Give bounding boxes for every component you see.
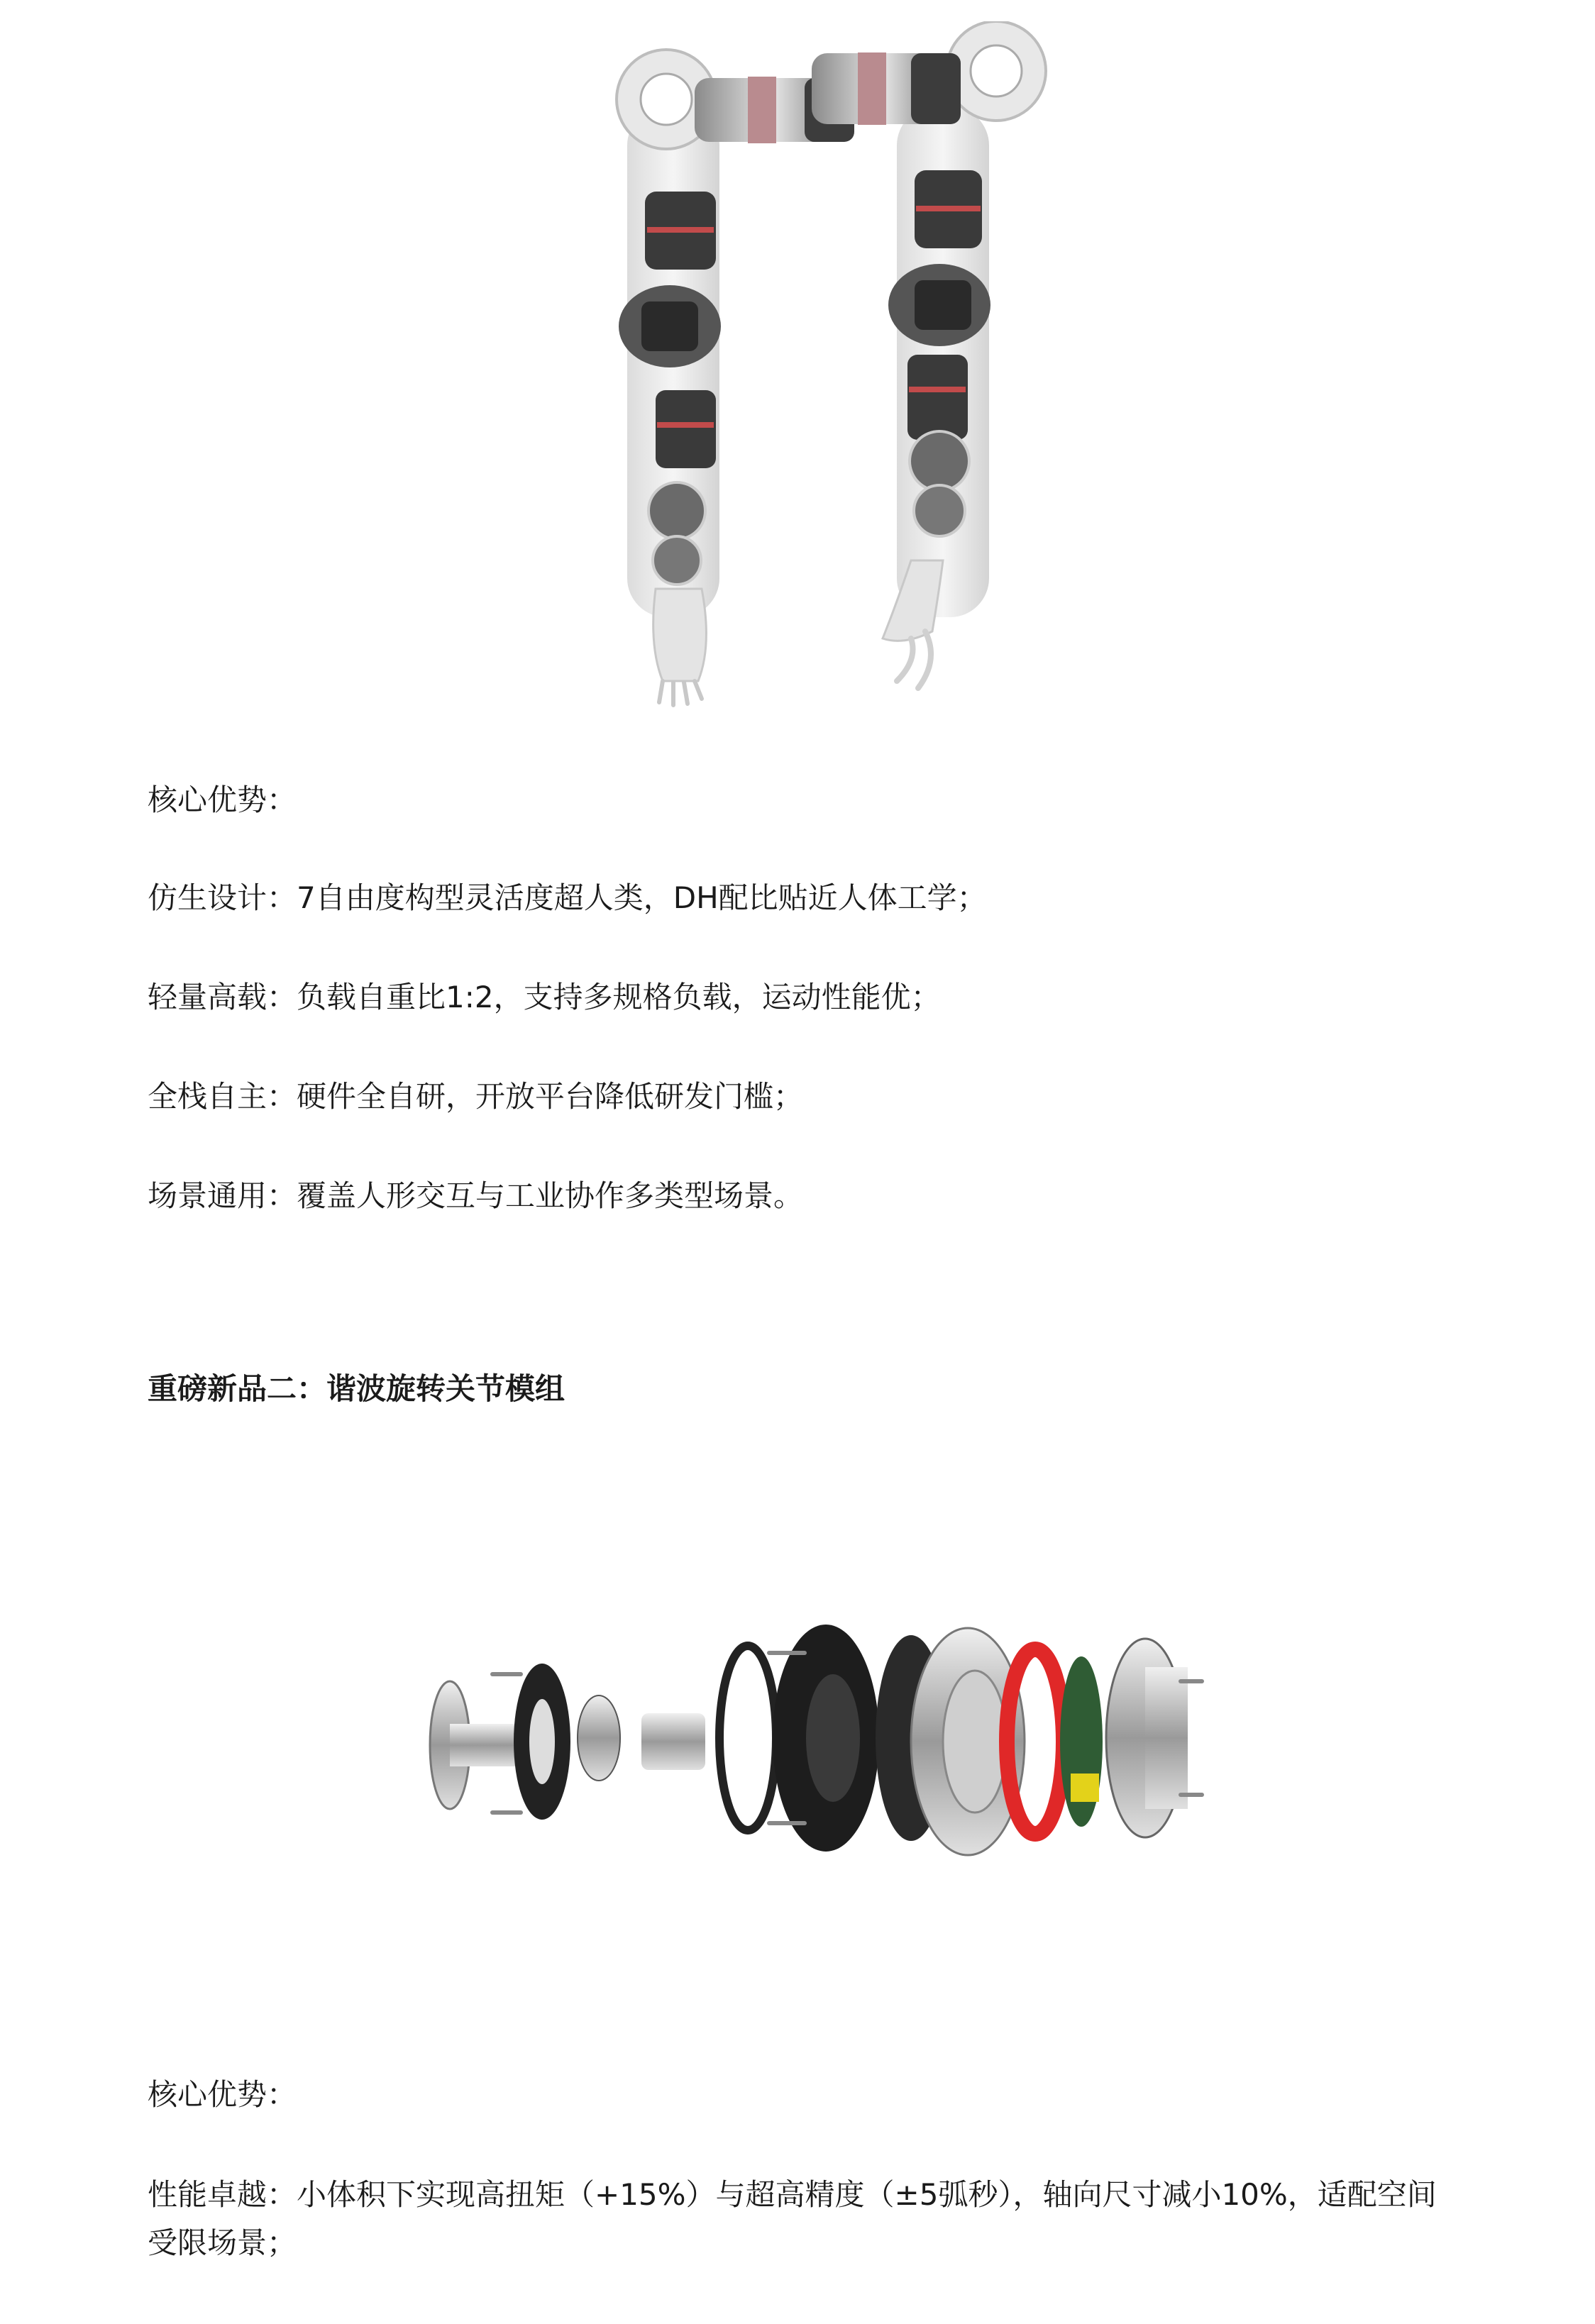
right-arm bbox=[812, 21, 1046, 688]
left-arm bbox=[617, 50, 854, 705]
advantage-point: 性能卓越：小体积下实现高扭矩（+15%）与超高精度（±5弧秒），轴向尺寸减小10%，适配空间受限场景； bbox=[148, 2177, 1437, 2260]
advantage-point: 全栈自主：硬件全自研，开放平台降低研发门槛； bbox=[148, 1079, 804, 1114]
advantage-point: 场景通用：覆盖人形交互与工业协作多类型场景。 bbox=[148, 1178, 804, 1213]
advantage-point: 仿生设计：7自由度构型灵活度超人类，DH配比贴近人体工学； bbox=[148, 880, 987, 915]
section-heading: 重磅新品二：谐波旋转关节模组 bbox=[148, 1371, 565, 1406]
advantages-label-1: 核心优势： bbox=[148, 782, 297, 817]
advantages-label-2: 核心优势： bbox=[148, 2077, 297, 2112]
robot-arms-image bbox=[443, 21, 1152, 716]
joint-module-figure bbox=[0, 1610, 1595, 1866]
advantage-point: 轻量高载：负载自重比1:2，支持多规格负载，运动性能优； bbox=[148, 980, 941, 1014]
exploded-joint-module-image bbox=[372, 1610, 1223, 1866]
robot-arms-figure bbox=[0, 21, 1595, 716]
